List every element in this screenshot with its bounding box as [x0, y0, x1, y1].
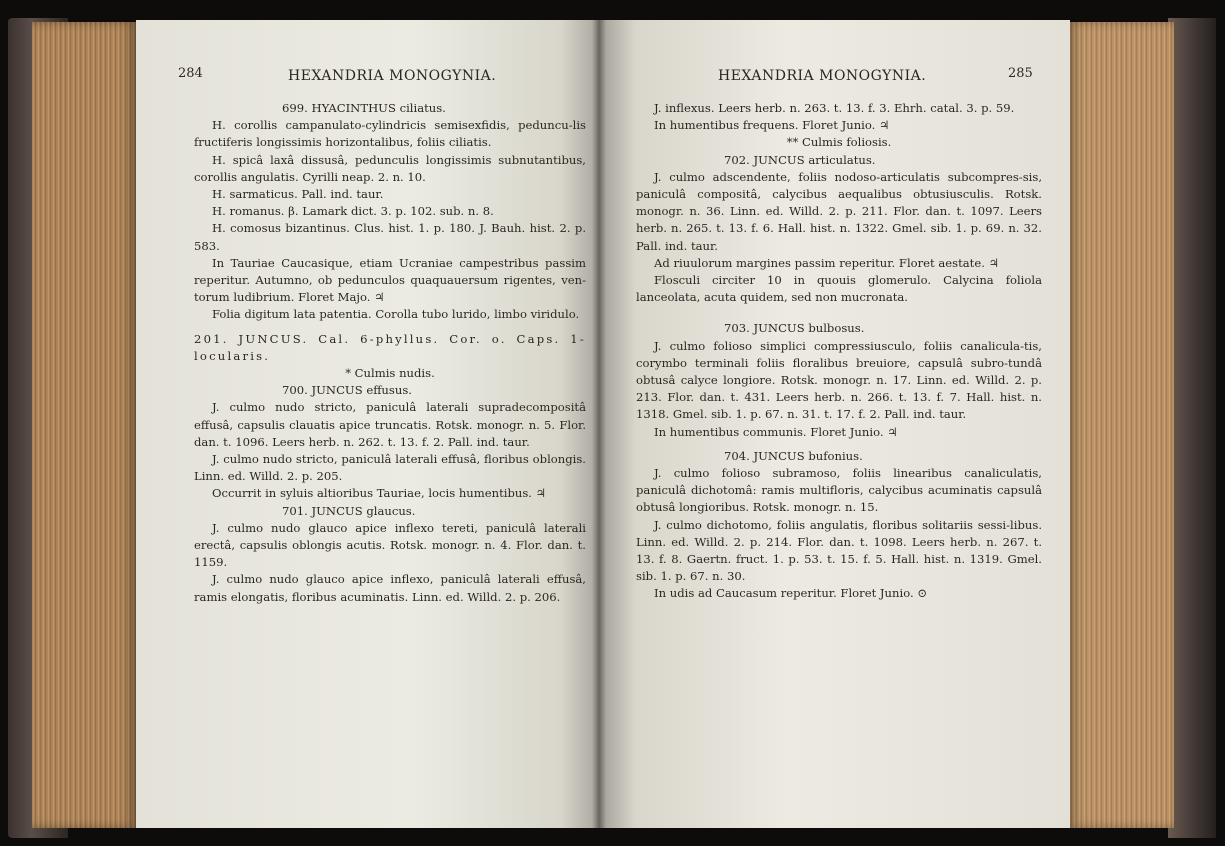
text-paragraph: Ad riuulorum margines passim reperitur. Floret aestate. ♃	[654, 255, 999, 270]
text-paragraph: H. romanus. β. Lamark dict. 3. p. 102. sub. n. 8.	[212, 204, 494, 219]
text-paragraph: In humentibus frequens. Floret Junio. ♃	[654, 118, 890, 133]
species-heading: 700. JUNCUS effusus.	[282, 383, 412, 398]
section-heading: ** Culmis foliosis.	[786, 135, 892, 150]
text-paragraph: J. inflexus. Leers herb. n. 263. t. 13. f. 3. Ehrh. catal. 3. p. 59.	[654, 101, 1015, 115]
book-cover-right	[1168, 18, 1216, 838]
book-gutter	[592, 20, 606, 828]
left-page	[136, 20, 598, 828]
text-paragraph: J. culmo dichotomo, foliis angulatis, floribus solitariis sessi-libus. Linn. ed. Willd. 2. p. 214. Flor. dan. t. 1098. Leers herb. n. 267. t. 13. f. 8. Gaertn. fruct. 1. p. 53. t. 15. f. 5. Hall. hist. n. 1319. Gmel. sib. 1. p. 67. n. 30.	[636, 517, 1042, 584]
text-paragraph: H. corollis campanulato-cylindricis semisexfidis, peduncu-lis fructiferis longissimis horizontalibus, foliis ciliatis.	[194, 118, 586, 150]
text-paragraph: In udis ad Caucasum reperitur. Floret Junio. ⊙	[654, 586, 928, 601]
species-heading: 699. HYACINTHUS ciliatus.	[282, 101, 446, 115]
text-paragraph: J. culmo folioso simplici compressiusculo, foliis canalicula-tis, corymbo terminali foliis floralibus breuiore, capsulâ subro-tundâ obtusâ calyce longiore. Rotsk. monogr. n. 17. Linn. ed. Willd. 2. p. 213. Flor. dan. t. 431. Leers herb. n. 266. t. 13. f. 7. Hall. hist. n. 1318. Gmel. sib. 1. p. 67. n. 31. t. 17. f. 2. Pall. ind. taur.	[636, 338, 1042, 422]
species-heading: 703. JUNCUS bulbosus.	[724, 321, 865, 336]
page-edges-left	[32, 22, 136, 828]
spacer	[194, 324, 586, 331]
running-head: HEXANDRIA MONOGYNIA.	[718, 68, 927, 84]
spacer	[636, 306, 1042, 320]
text-paragraph: J. culmo nudo glauco apice inflexo, paniculâ laterali effusâ, ramis elongatis, floribus acuminatis. Linn. ed. Willd. 2. p. 206.	[194, 572, 586, 604]
spacer	[636, 441, 1042, 448]
section-heading: * Culmis nudis.	[345, 366, 435, 381]
page-number: 285	[1008, 66, 1033, 81]
text-paragraph: H. spicâ laxâ dissusâ, pedunculis longissimis subnutantibus, corollis angulatis. Cyrilli neap. 2. n. 10.	[194, 152, 586, 184]
text-column	[636, 100, 1042, 603]
text-paragraph: Folia digitum lata patentia. Corolla tubo lurido, limbo viridulo.	[212, 307, 580, 322]
species-heading: 704. JUNCUS bufonius.	[724, 448, 863, 463]
text-paragraph: J. culmo nudo stricto, paniculâ laterali effusâ, floribus oblongis. Linn. ed. Willd. 2. p. 205.	[194, 452, 586, 484]
text-paragraph: H. sarmaticus. Pall. ind. taur.	[212, 187, 384, 202]
text-paragraph: H. comosus bizantinus. Clus. hist. 1. p. 180. J. Bauh. hist. 2. p. 583.	[194, 221, 586, 253]
genus-heading: 201. JUNCUS. Cal. 6-phyllus. Cor. o. Caps. 1-locularis.	[194, 331, 586, 363]
text-paragraph: Occurrit in syluis altioribus Tauriae, locis humentibus. ♃	[212, 486, 547, 501]
text-paragraph: J. culmo nudo glauco apice inflexo tereti, paniculâ laterali erectâ, capsulis oblongis acutis. Rotsk. monogr. n. 4. Flor. dan. t. 1159.	[194, 520, 586, 570]
text-paragraph: In humentibus communis. Floret Junio. ♃	[654, 424, 898, 439]
text-column	[194, 100, 586, 606]
text-paragraph: Flosculi circiter 10 in quouis glomerulo. Calycina foliola lanceolata, acuta quidem, sed non mucronata.	[636, 273, 1042, 305]
text-paragraph: J. culmo adscendente, foliis nodoso-articulatis subcompres-sis, paniculâ compositâ, calycibus aequalibus obtusiusculis. Rotsk. monogr. n. 36. Linn. ed. Willd. 2. p. 211. Flor. dan. t. 1097. Leers herb. n. 265. t. 13. f. 6. Hall. hist. n. 1322. Gmel. sib. 1. p. 69. n. 32. Pall. ind. taur.	[636, 169, 1042, 253]
text-paragraph: In Tauriae Caucasique, etiam Ucraniae campestribus passim reperitur. Autumno, ob pedunculos quaquauersum rigentes, ven-torum ludibrium. Floret Majo. ♃	[194, 255, 586, 305]
text-paragraph: J. culmo folioso subramoso, foliis linearibus canaliculatis, paniculâ dichotomâ: ramis multifloris, calycibus acuminatis capsulâ obtusâ longioribus. Rotsk. monogr. n. 15.	[636, 466, 1042, 515]
species-heading: 702. JUNCUS articulatus.	[724, 152, 876, 167]
page-number: 284	[178, 66, 203, 81]
species-heading: 701. JUNCUS glaucus.	[282, 503, 416, 518]
running-head: HEXANDRIA MONOGYNIA.	[288, 68, 497, 84]
page-edges-right	[1068, 22, 1174, 828]
text-paragraph: J. culmo nudo stricto, paniculâ laterali supradecompositâ effusâ, capsulis clauatis apice truncatis. Rotsk. monogr. n. 5. Flor. dan. t. 1096. Leers herb. n. 262. t. 13. f. 2. Pall. ind. taur.	[194, 400, 586, 449]
right-page	[598, 20, 1070, 828]
